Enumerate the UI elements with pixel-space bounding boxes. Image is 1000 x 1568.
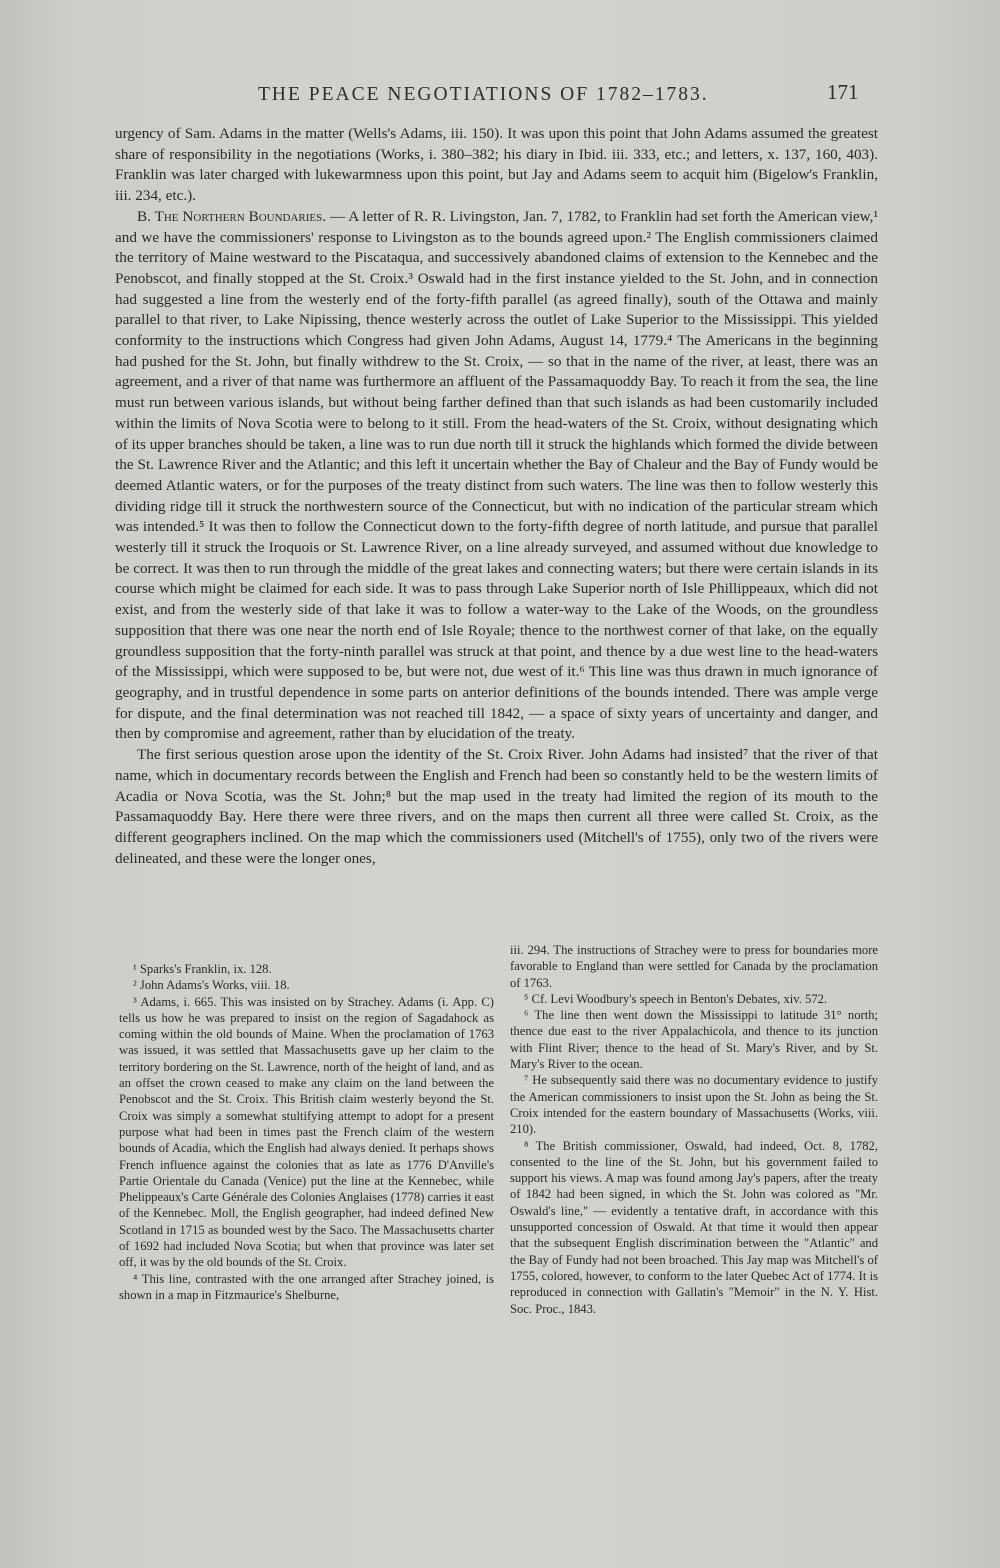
footnote-2: ² John Adams's Works, viii. 18. (133, 978, 290, 993)
footnote-4: ⁴ This line, contrasted with the one arranged after Strachey joined, is shown in a map in Fitzmaurice's Shelburne, (119, 1271, 494, 1302)
paragraph-body: — A letter of R. R. Livingston, Jan. 7, 1782, to Franklin had set forth the American view,¹ and we have the commissioners' response to Livingston as to the bounds agreed upon.² The English commissioners claimed the territory of Maine westward to the Piscataqua, and successively abandoned claims of extension to the Kennebec and the Penobscot, and finally stopped at the St. Croix.³ Oswald had in the first instance yielded to the St. John, and in connection had suggested a line from the westerly end of the forty-fifth parallel (as agreed finally), south of the Ottawa and mainly parallel to that river, to Lake Nipissing, thence westerly across the outlet of Lake Superior to the Mississippi. This yielded conformity to the instructions which Congress had given John Adams, August 14, 1779.⁴ The Americans in the beginning had pushed for the St. John, but finally withdrew to the St. Croix, — so that in the name of the river, at least, there was an agreement, and a river of that name was furthermore an affluent of the Passamaquoddy Bay. To reach it from the sea, the line must run between various islands, but without being farther defined than that such islands as had been customarily included within the limits of Nova Scotia were to belong to it still. From the head-waters of the St. Croix, without designating which of its upper branches should be taken, a line was to run due north till it struck the highlands which formed the divide between the St. Lawrence River and the Atlantic; and this left it uncertain whether the Bay of Chaleur and the Bay of Fundy would be deemed Atlantic waters, or for the purposes of the treaty distinct from such waters. The line was then to follow westerly this dividing ridge till it struck the northwestern source of the Connecticut, but with no indication of the particular stream which was intended.⁵ It was then to follow the Connecticut down to the forty-fifth degree of north latitude, and pursue that parallel westerly till it struck the Iroquois or St. Lawrence River, on a line already surveyed, and assumed without due knowledge to be correct. It was then to run through the middle of the great lakes and connecting waters; but there were certain islands in its course which might be claimed for each side. It was to pass through Lake Superior north of Isle Phillippeaux, which did not exist, and from the westerly side of that lake it was to follow a water-way to the Lake of the Woods, on the groundless supposition that there was one near the north end of Isle Royale; thence to the northwest corner of that lake, on the equally groundless supposition that the forty-ninth parallel was struck at that point, and thence by a due west line to the head-waters of the Mississippi, which were supposed to be, but were not, due west of it.⁶ This line was thus drawn in much ignorance of geography, and in trustful dependence in some parts on anterior definitions of the bounds intended. There was ample verge for dispute, and the final determination was not reached till 1842, — a space of sixty years of uncertainty and danger, and then by compromise and agreement, rather than by elucidation of the treaty. (115, 207, 879, 743)
section-heading: B. The Northern Boundaries. (137, 207, 327, 225)
footnote-7: ⁷ He subsequently said there was no documentary evidence to justify the American commissioners to insist upon the St. John as being the St. Croix intended for the eastern boundary of Massachusetts (Works, viii. 210). (510, 1073, 878, 1137)
footnotes-left-column (119, 961, 494, 1303)
footnote-3: ³ Adams, i. 665. This was insisted on by Strachey. Adams (i. App. C) tells us how he was prepared to insist on the region of Sagadahock as coming within the old bounds of Maine. When the proclamation of 1763 was issued, it was settled that Massachusetts gave up her claim to the territory bordering on the St. Lawrence, north of the height of land, and as an offset the crown ceased to make any claim on the land between the Penobscot and the St. Croix. This British claim westerly beyond the St. Croix was simply a somewhat stultifying attempt to adopt for a present purpose what had been in times past the French claim of the western bounds of Acadia, which the English had always denied. It perhaps shows French influence against the colonies that as late as 1776 D'Anville's Partie Orientale du Canada (Venice) put the line at the Kennebec, while Phelippeaux's Carte Générale des Colonies Anglaises (1778) carries it east of the Kennebec. Moll, the English geographer, had indeed defined New Scotland in 1715 as bounded west by the Saco. The Massachusetts charter of 1692 had included Nova Scotia; but when that province was later set off, it was by the old bounds of the St. Croix. (119, 994, 494, 1270)
page-header (0, 80, 1000, 116)
footnote-8: ⁸ The British commissioner, Oswald, had indeed, Oct. 8, 1782, consented to the line of the St. John, but his government failed to support his views. A map was found among Jay's papers, after the treaty of 1842 had been signed, in which the St. John was colored as "Mr. Oswald's line," — evidently a tentative draft, in accordance with this unsupported concession of Oswald. At that time it would then appear that the subsequent English discrimination between the "Atlantic" and the Bay of Fundy had not been broached. This Jay map was Mitchell's of 1755, colored, however, to conform to the later Quebec Act of 1774. It is reproduced in connection with Gallatin's "Memoir" in the N. Y. Hist. Soc. Proc., 1843. (510, 1138, 878, 1316)
footnote-5: ⁵ Cf. Levi Woodbury's speech in Benton's Debates, xiv. 572. (524, 991, 828, 1006)
footnotes-right-column (510, 942, 878, 1317)
footnote-4-continued: iii. 294. The instructions of Strachey were to press for boundaries more favorable to England than were settled for Canada by the proclamation of 1763. (510, 943, 878, 990)
paragraph-northern-boundaries (115, 207, 878, 745)
paragraph-st-croix: The first serious question arose upon the identity of the St. Croix River. John Adams had insisted⁷ that the river of that name, which in documentary records between the English and French had been so constantly held to be the western limits of Acadia or Nova Scotia, was the St. John;⁸ but the map used in the treaty had limited the region of its mouth to the Passamaquoddy Bay. Here there were three rivers, and on the maps then current all three were called St. Croix, as the different geographers inclined. On the map which the commissioners used (Mitchell's of 1755), only two of the rivers were delineated, and these were the longer ones, (115, 746, 878, 867)
running-title: THE PEACE NEGOTIATIONS OF 1782–1783. (258, 84, 709, 105)
page-number: 171 (827, 80, 859, 104)
paragraph-continued: urgency of Sam. Adams in the matter (Wells's Adams, iii. 150). It was upon this point that John Adams assumed the greatest share of responsibility in the negotiations (Works, i. 380–382; his diary in Ibid. iii. 333, etc.; and letters, x. 137, 160, 403). Franklin was later charged with lukewarmness upon this point, but Jay and Adams seem to acquit him (Bigelow's Franklin, iii. 234, etc.). (115, 125, 878, 205)
footnote-1: ¹ Sparks's Franklin, ix. 128. (133, 962, 272, 976)
footnote-6: ⁶ The line then went down the Mississippi to latitude 31° north; thence due east to the river Appalachicola, and thence to its junction with Flint River; thence to the head of St. Mary's River, and by St. Mary's River to the ocean. (510, 1008, 878, 1072)
main-text-body (115, 124, 878, 869)
